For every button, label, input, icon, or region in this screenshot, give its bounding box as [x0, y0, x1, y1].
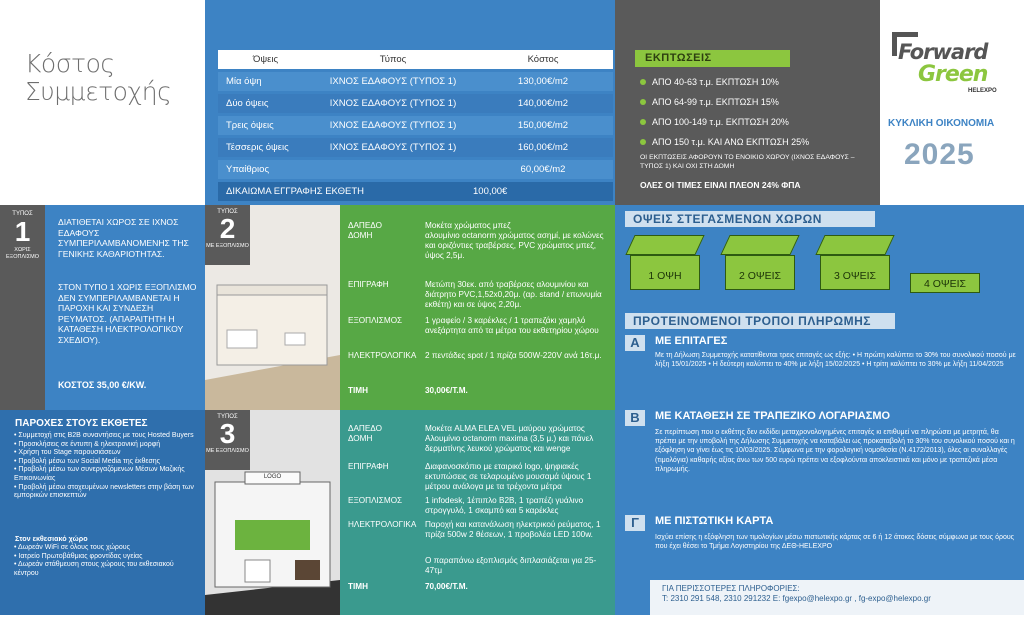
booth-logo-label: LOGO	[263, 474, 282, 480]
header-cost: Κόστος	[473, 50, 613, 69]
type2-specs: ΔΑΠΕΔΟ Μοκέτα χρώματος μπεζ ΔΟΜΗ αλουμίνιο octanorm χρώματος ασημί, με κολώνες και οριζόντιες τραβέρσες, PVC χρώματος μπεζ, ύψος 2,5μ. ΕΠΙΓΡΑΦΗ Μετώπη 30εκ. από τραβέρσες αλουμινίου και διάτρητο PVC,1,52x0,20μ. (αρ. stand / επωνυμία εκθέτη) και σε ύψος 2,20μ. ΕΞΟΠΛΙΣΜΟΣ 1 γραφείο / 3 καρέκλες / 1 τραπεζάκι χαμηλό ανεξάρτητα από τα μέτρα του εκθετηρίου χώρου ΗΛΕΚΤΡΟΛΟΓΙΚΑ 2 πεντάδες spot / 1 πρίζα 500W-220V ανά 16τ.μ. ΤΙΜΗ 30,00€/Τ.Μ.	[340, 205, 615, 410]
cube-option: 1 ΟΨΗ	[630, 235, 700, 290]
list-item: ΑΠΟ 150 τ.μ. ΚΑΙ ΑΝΩ ΕΚΠΤΩΣΗ 25%	[640, 132, 809, 152]
services-panel	[0, 410, 205, 615]
logo-panel	[880, 0, 1024, 205]
table-row: Τρεις όψεις ΙΧΝΟΣ ΕΔΑΦΟΥΣ (ΤΥΠΟΣ 1) 150,00€/m2	[218, 116, 613, 135]
header-sides: Όψεις	[218, 50, 313, 69]
list-item: • Προσκλήσεις σε έντυπη & ηλεκτρονική μορφή	[14, 441, 199, 450]
covered-heading: ΟΨΕΙΣ ΣΤΕΓΑΣΜΕΝΩΝ ΧΩΡΩΝ	[625, 211, 875, 227]
list-item: • Προβολή μέσω στοχευμένων newsletters στην βάση των εμπορικών επισκεπτών	[14, 484, 199, 501]
discount-note: ΟΙ ΕΚΠΤΩΣΕΙΣ ΑΦΟΡΟΥΝ ΤΟ ΕΝΟΙΚΙΟ ΧΩΡΟΥ (ΙΧΝΟΣ ΕΔΑΦΟΥΣ –ΤΥΠΟΣ 1) ΚΑΙ ΟΧΙ ΣΤΗ ΔΟΜΗ	[640, 154, 855, 170]
circular-economy-label: ΚΥΚΛΙΚΗ ΟΙΚΟΝΟΜΙΑ	[888, 118, 995, 129]
discounts-panel	[615, 0, 880, 205]
table-row: Τέσσερις όψεις ΙΧΝΟΣ ΕΔΑΦΟΥΣ (ΤΥΠΟΣ 1) 160,00€/m2	[218, 138, 613, 157]
contact-box: ΓΙΑ ΠΕΡΙΣΣΟΤΕΡΕΣ ΠΛΗΡΟΦΟΡΙΕΣ: Τ: 2310 291 548, 2310 291232 E: fgexpo@helexpo.gr , fg-expo@helexpo.gr	[650, 580, 1024, 615]
services-heading: ΠΑΡΟΧΕΣ ΣΤΟΥΣ ΕΚΘΕΤΕΣ	[15, 418, 148, 429]
logo-helexpo: HELEXPO	[968, 88, 997, 94]
bullet-icon	[640, 119, 646, 125]
title-panel	[0, 0, 205, 205]
logo-forward: Forward	[898, 40, 988, 64]
services-list	[14, 432, 199, 501]
discount-list	[640, 72, 809, 152]
pricing-panel	[205, 0, 615, 205]
payment-method-b: B ΜΕ ΚΑΤΑΘΕΣΗ ΣΕ ΤΡΑΠΕΖΙΚΟ ΛΟΓΑΡΙΑΣΜΟ Σε περίπτωση που ο εκθέτης δεν εκδίδει μεταχρονολογημένες επιταγές κι επιθυμεί να πληρώσει με μετρητά, θα πρέπει με την υποβολή της Δήλωσης Συμμετοχής να καταβάλει ως προκαταβολή το 30% του συνολικού ποσού και η εξόφληση να γίνει έως τις 10/03/2025. Σύμφωνα με την φορολογική νομοθεσία (Ν.4172/2013), όλες οι συναλλαγές (τιμολόγια) καθαρής αξίας άνω των 500 ευρώ πρέπει να εξοφλούνται αποκλειστικά και μόνο με τραπεζικά μέσα πληρωμής.	[625, 410, 1020, 510]
list-item: • Προβολή μέσω των Social Media της έκθεσης	[14, 458, 199, 467]
registration-fee-row: ΔΙΚΑΙΩΜΑ ΕΓΓΡΑΦΗΣ ΕΚΘΕΤΗ 100,00€	[218, 182, 613, 201]
table-row: Υπαίθριος 60,00€/m2	[218, 160, 613, 179]
list-item: • Ιατρείο Πρωτοβάθμιας φροντίδας υγείας	[14, 553, 199, 562]
cube-option: 4 ΟΨΕΙΣ	[910, 273, 980, 293]
list-item: • Προβολή μέσω των συνεργαζόμενων Μέσων Μαζικής Επικοινωνίας	[14, 466, 199, 483]
year-label: 2025	[904, 138, 975, 171]
right-info-panel	[615, 205, 1024, 615]
type1-price: ΚΟΣΤΟΣ 35,00 €/KW.	[58, 380, 147, 390]
type1-badge: ΤΥΠΟΣ 1 ΧΩΡΙΣ ΕΞΟΠΛΙΣΜΟ	[0, 205, 45, 410]
contact-details: Τ: 2310 291 548, 2310 291232 E: fgexpo@helexpo.gr , fg-expo@helexpo.gr	[662, 594, 931, 603]
bullet-icon	[640, 99, 646, 105]
cube-option: 2 ΟΨΕΙΣ	[725, 235, 795, 290]
list-item: • Χρήση του Stage παρουσιάσεων	[14, 449, 199, 458]
pricing-table	[218, 47, 613, 204]
bullet-icon	[640, 79, 646, 85]
list-item: • Συμμετοχή στις B2B συναντήσεις με τους Hosted Buyers	[14, 432, 199, 441]
table-row: Δύο όψεις ΙΧΝΟΣ ΕΔΑΦΟΥΣ (ΤΥΠΟΣ 1) 140,00€/m2	[218, 94, 613, 113]
discounts-heading: ΕΚΠΤΩΣΕΙΣ	[635, 50, 790, 67]
payment-method-c: Γ ΜΕ ΠΙΣΤΩΤΙΚΗ ΚΑΡΤΑ Ισχύει επίσης η εξόφληση των τιμολογίων μέσω πιστωτικής κάρτας σε 6 ή 12 άτοκες δόσεις σύμφωνα με τους όρους που έχει θέσει το Τμήμα Λογιστηρίου της ΔΕΘ-HELEXPO	[625, 515, 1020, 575]
payment-method-a: A ΜΕ ΕΠΙΤΑΓΕΣ Με τη Δήλωση Συμμετοχής κατατίθενται τρεις επιταγές ως εξής: • Η πρώτη καλύπτει το 30% του συνολικού ποσού με λήξη 15/01/2025 • Η δεύτερη καλύπτει το 40% με λήξη 15/02/2025 • Η τρίτη καλύπτει το 30% με λήξη 11/04/2025	[625, 335, 1020, 405]
table-row: Μία όψη ΙΧΝΟΣ ΕΔΑΦΟΥΣ (ΤΥΠΟΣ 1) 130,00€/m2	[218, 72, 613, 91]
list-item: • Δωρεάν WiFi σε όλους τους χώρους	[14, 544, 199, 553]
cube-option: 3 ΟΨΕΙΣ	[820, 235, 890, 290]
logo-green: Green	[918, 62, 988, 87]
vat-note: ΟΛΕΣ ΟΙ ΤΙΜΕΣ ΕΙΝΑΙ ΠΛΕΟΝ 24% ΦΠΑ	[640, 180, 801, 190]
payment-heading: ΠΡΟΤΕΙΝΟΜΕΝΟΙ ΤΡΟΠΟΙ ΠΛΗΡΩΜΗΣ	[625, 313, 895, 329]
type2-badge: ΤΥΠΟΣ 2 ΜΕ ΕΞΟΠΛΙΣΜΟ	[205, 205, 250, 265]
type3-badge: ΤΥΠΟΣ 3 ΜΕ ΕΞΟΠΛΙΣΜΟ	[205, 410, 250, 470]
header-type: Τύπος	[313, 50, 473, 69]
type1-panel: ΔΙΑΤΙΘΕΤΑΙ ΧΩΡΟΣ ΣΕ ΙΧΝΟΣ ΕΔΑΦΟΥΣ ΣΥΜΠΕΡΙΛΑΜΒΑΝΟΜΕΝΗΣ ΤΗΣ ΓΕΝΙΚΗΣ ΚΑΘΑΡΙΟΤΗΤΑΣ. ΣΤΟΝ ΤΥΠΟ 1 ΧΩΡΙΣ ΕΞΟΠΛΙΣΜΟ ΔΕΝ ΣΥΜΠΕΡΙΛΑΜΒΑΝΕΤΑΙ Η ΠΑΡΟΧΗ ΚΑΙ ΣΥΝΔΕΣΗ ΡΕΥΜΑΤΟΣ. (ΑΠΑΡΑΙΤΗΤΗ Η ΚΑΤΑΘΕΣΗ ΗΛΕΚΤΡΟΛΟΓΙΚΟΥ ΣΧΕΔΙΟΥ). ΚΟΣΤΟΣ 35,00 €/KW.	[45, 205, 205, 410]
bullet-icon	[640, 139, 646, 145]
list-item: • Δωρεάν στάθμευση στους χώρους του εκθεσιακού κέντρου	[14, 561, 199, 578]
type3-specs: ΔΑΠΕΔΟ Μοκέτα ALMA ELEA VEL μαύρου χρώματος ΔΟΜΗ Αλουμίνιο octanorm maxima (3,5 μ.) και πάνελ δερματίνης λευκού χρώματος και wenge ΕΠΙΓΡΑΦΗ Διαφανοσκόπιο με εταιρικό logo, ψηφιακές εκτυπώσεις σε τελαρωμένο μουσαμά ύψους 1 μέτρου ανάλογα με τα τρέχοντα μέτρα ΕΞΟΠΛΙΣΜΟΣ 1 infodesk, 1έπιπλο B2B, 1 τραπέζι γυάλινο στρογγυλό, 1 σκαμπό και 5 καρέκλες ΗΛΕΚΤΡΟΛΟΓΙΚΑ Παροχή και κατανάλωση ηλεκτρικού ρεύματος, 1 πρίζα 500w 2 θέσεων, 1 προβολέα LED 100w. Ο παραπάνω εξοπλισμός διπλασιάζεται για 25-47τμ ΤΙΜΗ 70,00€/Τ.Μ.	[340, 410, 615, 615]
list-item: ΑΠΟ 100-149 τ.μ. ΕΚΠΤΩΣΗ 20%	[640, 112, 809, 132]
venue-heading: Στον εκθεσιακό χώρο	[15, 534, 88, 543]
pricing-header-row	[218, 50, 613, 69]
venue-list	[14, 544, 199, 578]
list-item: ΑΠΟ 40-63 τ.μ. ΕΚΠΤΩΣΗ 10%	[640, 72, 809, 92]
list-item: ΑΠΟ 64-99 τ.μ. ΕΚΠΤΩΣΗ 15%	[640, 92, 809, 112]
page-title: Κόστος Συμμετοχής	[25, 49, 172, 106]
